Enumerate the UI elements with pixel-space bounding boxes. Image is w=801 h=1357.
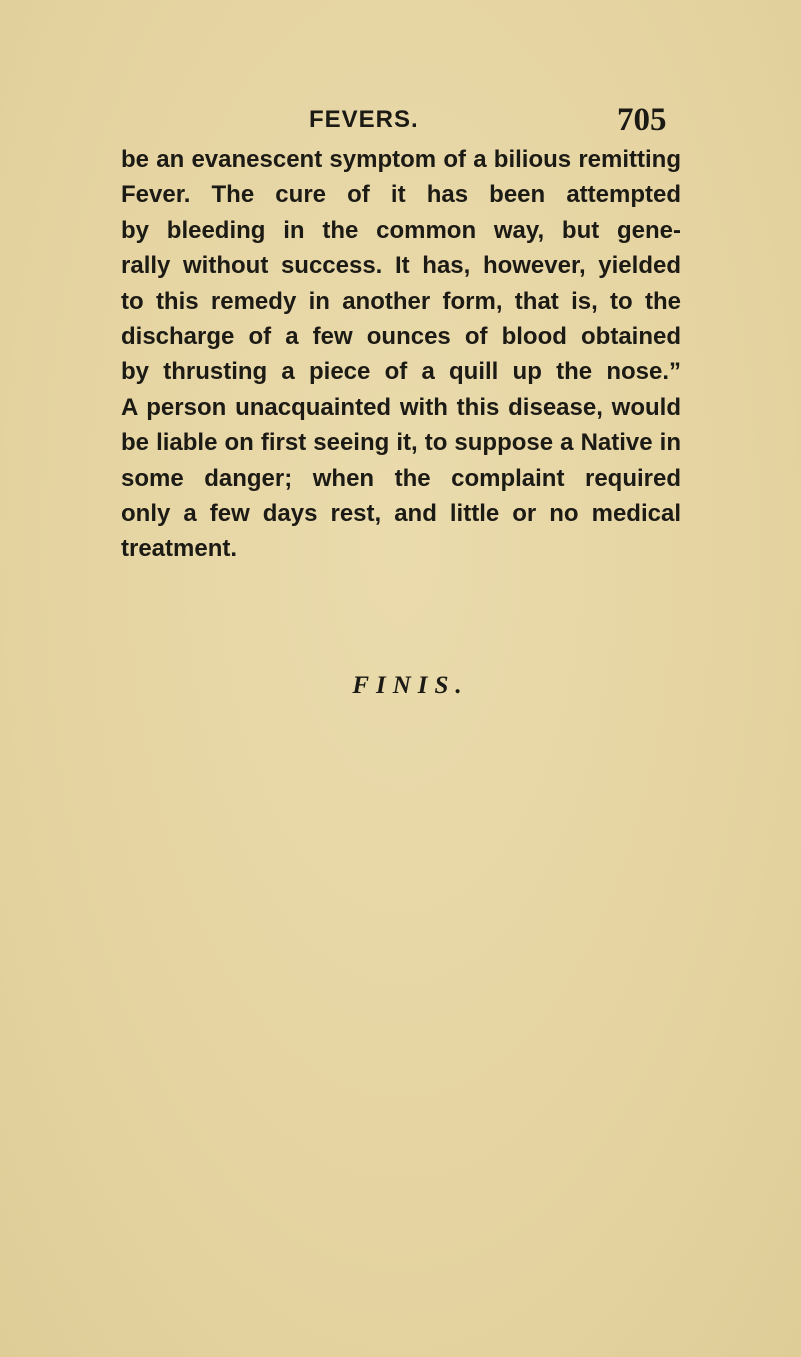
text-line: by bleeding in the common way, but gene-	[121, 216, 681, 244]
text-line: A person unacquainted with this disease, would	[121, 393, 681, 421]
finis-heading: FINIS.	[352, 672, 469, 699]
text-line: to this remedy in another form, that is, to the	[121, 287, 681, 315]
text-line: rally without success. It has, however, yielded	[121, 252, 681, 280]
text-line-last: treatment.	[121, 535, 238, 563]
body-paragraph	[121, 142, 681, 567]
text-line: by thrusting a piece of a quill up the nose.”	[121, 358, 681, 386]
text-line: only a few days rest, and little or no medical	[121, 499, 681, 527]
page-number: 705	[617, 102, 667, 138]
text-line: be liable on first seeing it, to suppose a Native in	[121, 429, 681, 457]
text-line: discharge of a few ounces of blood obtained	[121, 322, 681, 350]
text-line: Fever. The cure of it has been attempted	[121, 181, 681, 209]
text-line: some danger; when the complaint required	[121, 464, 681, 492]
running-head-title: FEVERS.	[309, 106, 419, 133]
text-line: be an evanescent symptom of a bilious remitting	[121, 146, 681, 173]
running-head	[0, 104, 801, 144]
